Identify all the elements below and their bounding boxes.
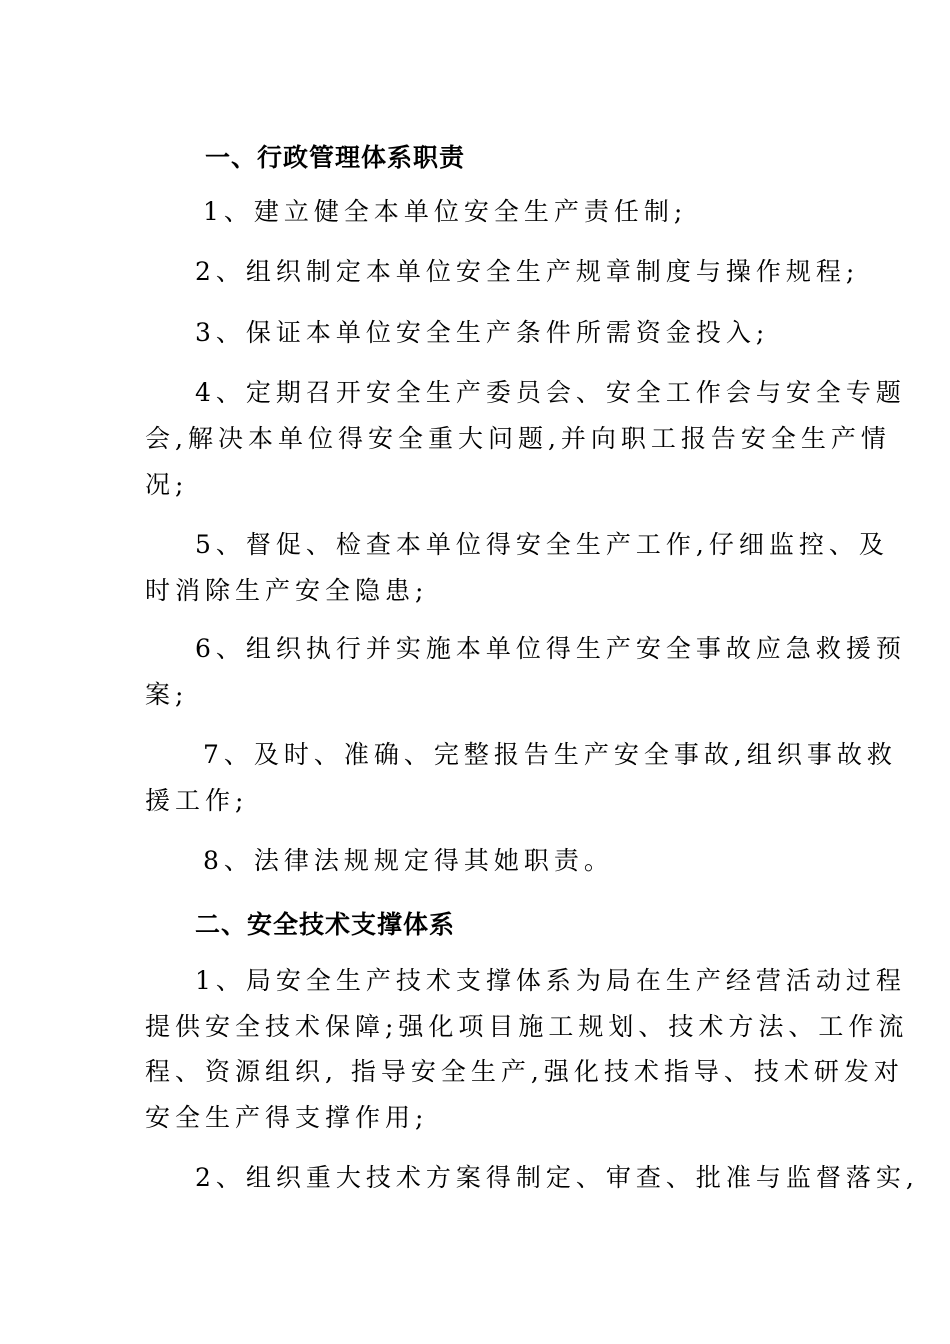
item-6-line-1: 6、组织执行并实施本单位得生产安全事故应急救援预 bbox=[195, 634, 906, 663]
section-heading: 一、行政管理体系职责 bbox=[205, 143, 466, 172]
s2-item-1-line-3: 程、资源组织, 指导安全生产,强化技术指导、技术研发对 bbox=[145, 1057, 904, 1086]
item-6-line-2: 案; bbox=[145, 680, 189, 709]
item-4-line-1: 4、定期召开安全生产委员会、安全工作会与安全专题 bbox=[195, 378, 906, 407]
s2-item-2-line-1: 2、组织重大技术方案得制定、审查、批准与监督落实, bbox=[195, 1163, 919, 1192]
item-3-line-1: 3、保证本单位安全生产条件所需资金投入; bbox=[195, 318, 770, 347]
s2-item-1-line-2: 提供安全技术保障;强化项目施工规划、技术方法、工作流 bbox=[145, 1012, 909, 1041]
section-heading: 二、安全技术支撑体系 bbox=[195, 910, 456, 939]
item-5-line-1: 5、督促、检查本单位得安全生产工作,仔细监控、及 bbox=[195, 530, 889, 559]
item-7-line-2: 援工作; bbox=[145, 786, 249, 815]
s2-item-1-line-4: 安全生产得支撑作用; bbox=[145, 1103, 429, 1132]
item-4-line-2: 会,解决本单位得安全重大问题,并向职工报告安全生产情 bbox=[145, 424, 891, 453]
item-5-line-2: 时消除生产安全隐患; bbox=[145, 576, 429, 605]
item-8-line-1: 8、法律法规规定得其她职责。 bbox=[203, 846, 614, 875]
item-1-line-1: 1、建立健全本单位安全生产责任制; bbox=[203, 197, 688, 226]
s2-item-1-line-1: 1、局安全生产技术支撑体系为局在生产经营活动过程 bbox=[195, 966, 906, 995]
item-2-line-1: 2、组织制定本单位安全生产规章制度与操作规程; bbox=[195, 257, 860, 286]
item-7-line-1: 7、及时、准确、完整报告生产安全事故,组织事故救 bbox=[203, 740, 897, 769]
item-4-line-3: 况; bbox=[145, 470, 189, 499]
